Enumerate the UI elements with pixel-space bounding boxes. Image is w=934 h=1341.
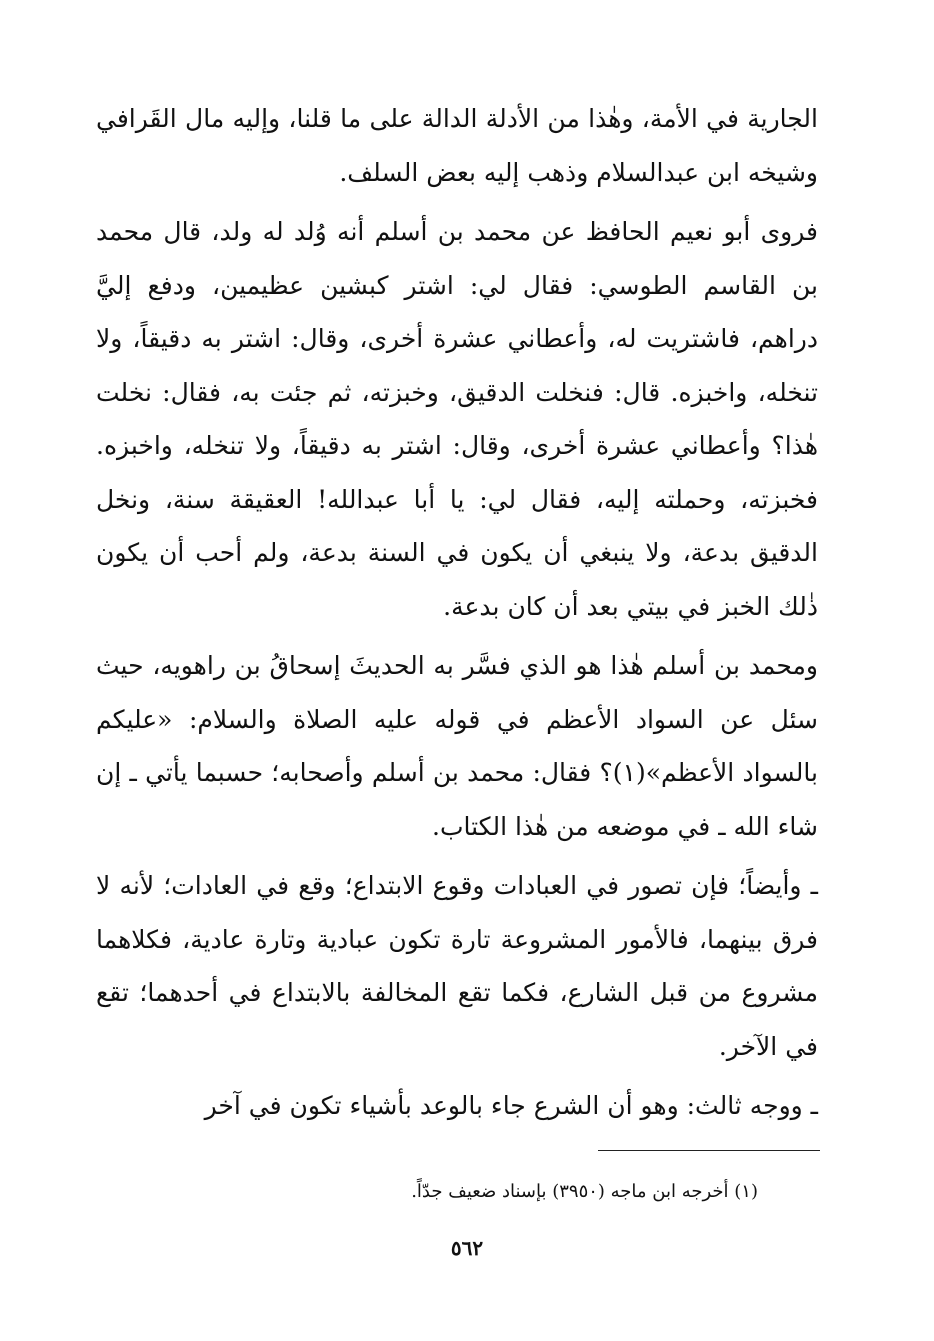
paragraph-5: ـ ووجه ثالث: وهو أن الشرع جاء بالوعد بأشياء تكون في آخر <box>204 1091 818 1120</box>
main-text <box>96 92 818 1139</box>
page-number: ٥٦٢ <box>450 1236 484 1260</box>
paragraph-1: الجارية في الأمة، وهٰذا من الأدلة الدالة على ما قلنا، وإليه مال القَرافي وشيخه ابن عبدالسلام وذهب إليه بعض السلف. <box>96 104 818 187</box>
paragraph-4: ـ وأيضاً؛ فإن تصور في العبادات وقوع الابتداع؛ وقع في العادات؛ لأنه لا فرق بينهما، فالأمور المشروعة تارة تكون عبادية وتارة عادية، فكلاهما مشروع من قبل الشارع، فكما تقع المخالفة بالابتداع في أحدهما؛ تقع في الآخر. <box>96 871 818 1061</box>
paragraph-3: ومحمد بن أسلم هٰذا هو الذي فسَّر به الحديثَ إسحاقُ بن راهويه، حيث سئل عن السواد الأعظم في قوله عليه الصلاة والسلام: «عليكم بالسواد الأعظم»(١)؟ فقال: محمد بن أسلم وأصحابه؛ حسبما يأتي ـ إن شاء الله ـ في موضعه من هٰذا الكتاب. <box>96 651 818 841</box>
page-number-wrap <box>0 1236 934 1260</box>
paragraph-2: فروى أبو نعيم الحافظ عن محمد بن أسلم أنه وُلد له ولد، قال محمد بن القاسم الطوسي: فقال لي: اشتر كبشين عظيمين، ودفع إليَّ دراهم، فاشتريت له، وأعطاني عشرة أخرى، وقال: اشتر به دقيقاً، ولا تنخله، واخبزه. قال: فنخلت الدقيق، وخبزته، ثم جئت به، فقال: نخلت هٰذا؟ وأعطاني عشرة أخرى، وقال: اشتر به دقيقاً، ولا تنخله، واخبزه. فخبزته، وحملته إليه، فقال لي: يا أبا عبدالله! العقيقة سنة، ونخل الدقيق بدعة، ولا ينبغي أن يكون في السنة بدعة، ولم أحب أن يكون ذٰلك الخبز في بيتي بعد أن كان بدعة. <box>96 217 819 621</box>
footnote: (١) أخرجه ابن ماجه (٣٩٥٠) بإسناد ضعيف جدّاً. <box>411 1181 758 1202</box>
footnote-divider <box>598 1150 820 1151</box>
